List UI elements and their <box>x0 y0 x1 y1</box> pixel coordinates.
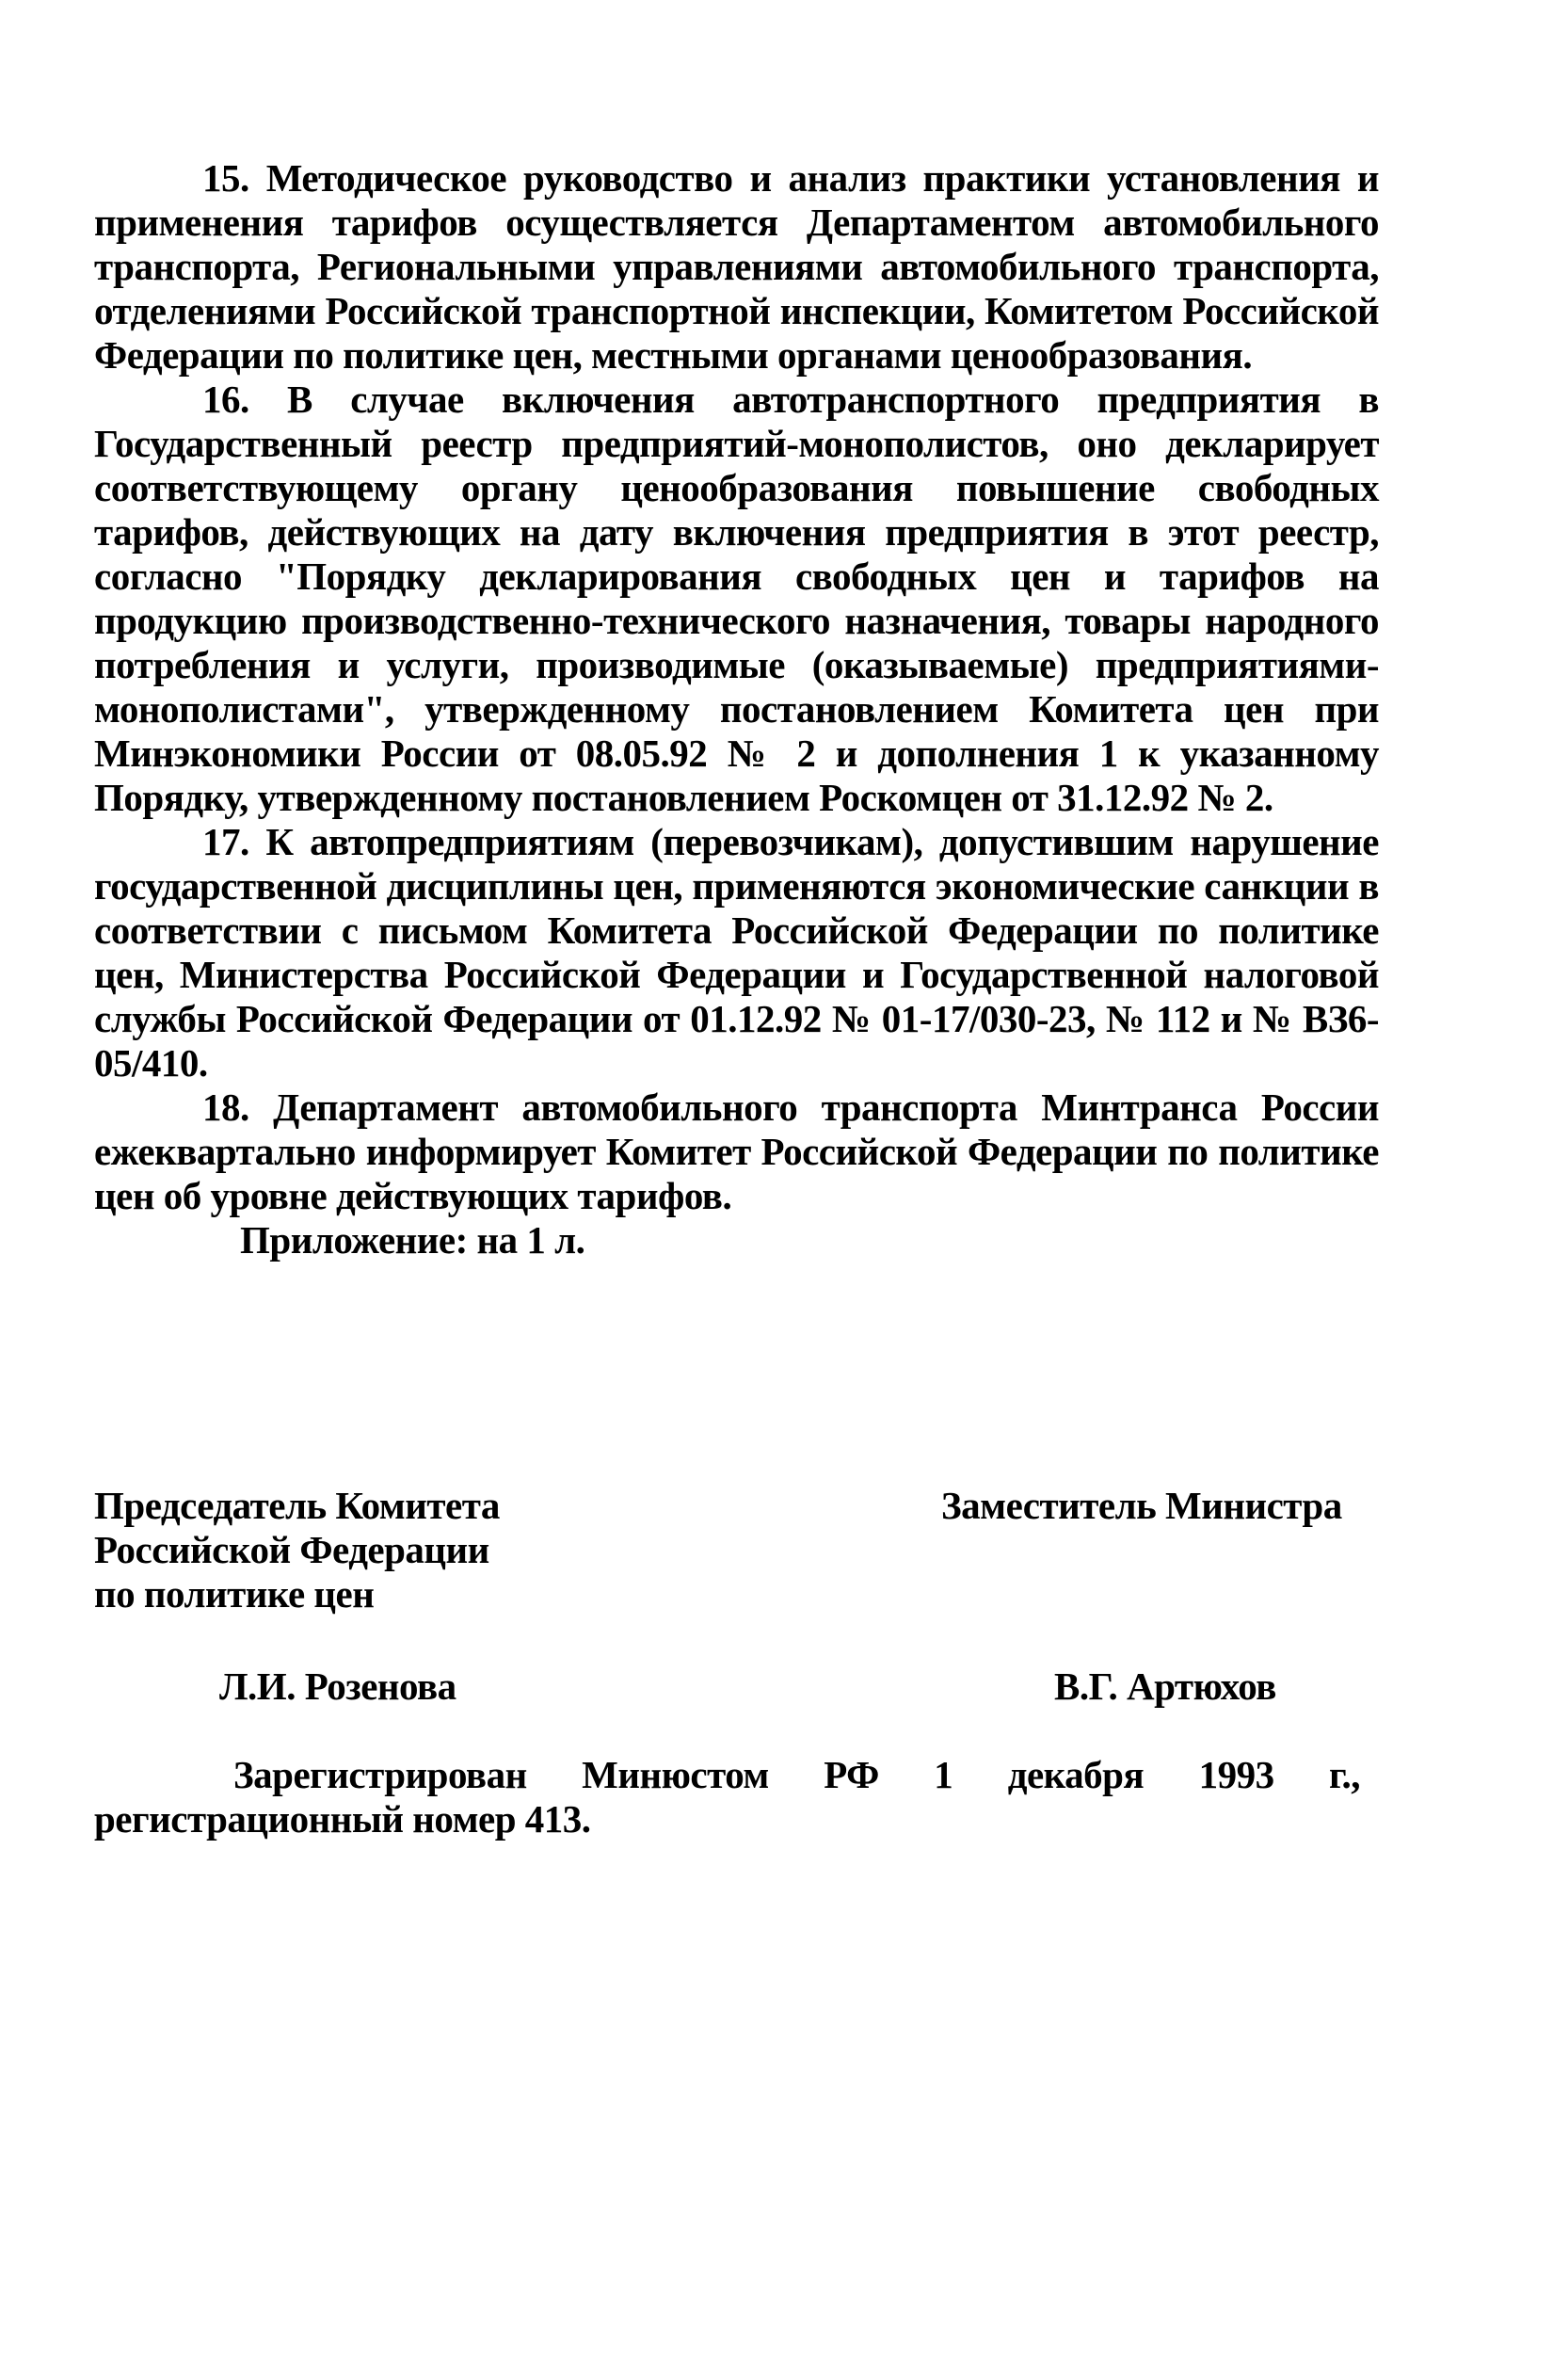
paragraph-number: 17. <box>202 820 249 863</box>
paragraph-17 <box>94 820 1379 1085</box>
registration-note: Зарегистрирован Минюстом РФ 1 декабря 1993 г., регистрационный номер 413. <box>94 1753 1360 1841</box>
paragraph-number: 16. <box>202 378 249 421</box>
signature-right-position <box>941 1484 1412 1528</box>
paragraph-18 <box>94 1085 1379 1218</box>
attachment-note: Приложение: на 1 л. <box>240 1218 585 1262</box>
paragraph-text: Методическое руководство и анализ практики установления и применения тарифов осуществляется Департаментом автомобильного транспорта, Региональными управлениями автомобильного транспорта, отделениями Российской транспортной инспекции, Комитетом Российской Федерации по политике цен, местными органами ценообразования. <box>94 156 1379 377</box>
signatory-name-right: В.Г. Артюхов <box>1054 1664 1276 1708</box>
paragraph-number: 15. <box>202 156 249 200</box>
paragraph-15 <box>94 156 1379 378</box>
signatory-name-left: Л.И. Розенова <box>219 1664 456 1708</box>
position-line: по политике цен <box>94 1572 375 1616</box>
paragraph-text: В случае включения автотранспортного предприятия в Государственный реестр предприятий-монополистов, оно декларирует соответствующему органу ценообразования повышение свободных тарифов, действующих на дату включения предприятия в этот реестр, согласно "Порядку декларирования свободных цен и тарифов на продукцию производственно-технического назначения, товары народного потребления и услуги, производимые (оказываемые) предприятиями-монополистами", утвержденному постановлением Комитета цен при Минэкономики России от 08.05.92 № 2 и дополнения 1 к указанному Порядку, утвержденному постановлением Роскомцен от 31.12.92 № 2. <box>94 378 1379 819</box>
position-line: Российской Федерации <box>94 1528 489 1571</box>
position-line: Председатель Комитета <box>94 1484 500 1527</box>
paragraph-number: 18. <box>202 1085 249 1129</box>
document-body <box>94 156 1379 1262</box>
paragraph-16 <box>94 378 1379 820</box>
paragraph-text: К автопредприятиям (перевозчикам), допустившим нарушение государственной дисциплины цен, применяются экономические санкции в соответствии с письмом Комитета Российской Федерации по политике цен, Министерства Российской Федерации и Государственной налоговой службы Российской Федерации от 01.12.92 № 01-17/030-23, № 112 и № ВЗ6-05/410. <box>94 820 1380 1085</box>
paragraph-text: Департамент автомобильного транспорта Минтранса России ежеквартально информирует Комитет Российской Федерации по политике цен об уровне действующих тарифов. <box>94 1085 1379 1217</box>
signature-left-position <box>94 1484 659 1616</box>
position-line: Заместитель Министра <box>941 1484 1342 1527</box>
